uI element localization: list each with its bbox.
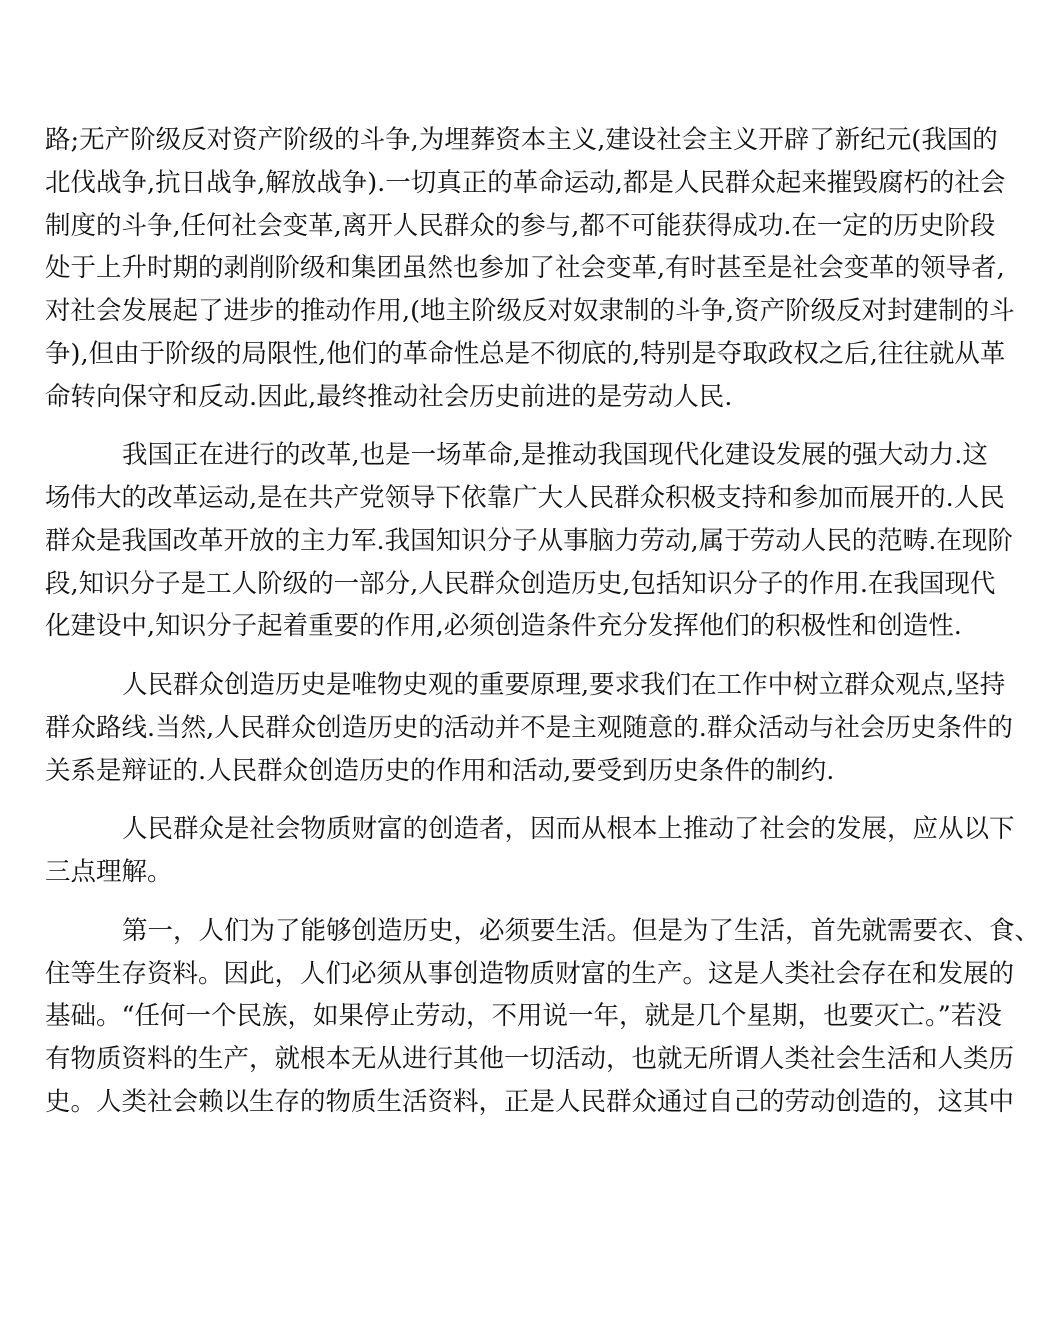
text-line: 人民群众创造历史是唯物史观的重要原理,要求我们在工作中树立群众观点,坚持 — [122, 670, 1006, 700]
text-line: 路;无产阶级反对资产阶级的斗争,为埋葬资本主义,建设社会主义开辟了新纪元(我国的 — [45, 125, 998, 155]
paragraph-1 — [45, 119, 1015, 418]
text-line: 化建设中,知识分子起着重要的作用,必须创造条件充分发挥他们的积极性和创造性. — [45, 611, 962, 642]
paragraph-spacing — [45, 648, 890, 664]
paragraph-3 — [45, 664, 1013, 792]
text-line: 人民群众是社会物质财富的创造者，因而从根本上推动了社会的发展，应从以下 — [122, 814, 1015, 845]
text-line: 场伟大的改革运动,是在共产党领导下依靠广大人民群众积极支持和参加而展开的.人民 — [45, 483, 1005, 513]
text-line: 史。人类社会赖以生存的物质生活资料，正是人民群众通过自己的劳动创造的，这其中 — [45, 1086, 1015, 1117]
text-line: 住等生存资料。因此，人们必须从事创造物质财富的生产。这是人类社会存在和发展的 — [45, 958, 1015, 989]
text-line: 三点理解。 — [45, 857, 173, 887]
paragraph-spacing — [45, 792, 890, 808]
text-line: 第一，人们为了能够创造历史，必须要生活。但是为了生活，首先就需要衣、食、 — [122, 915, 1040, 946]
text-line: 我国正在进行的改革,也是一场革命,是推动我国现代化建设发展的强大动力.这 — [122, 440, 988, 471]
text-line: 北伐战争,抗日战争,解放战争).一切真正的革命运动,都是人民群众起来摧毁腐朽的社会 — [45, 167, 1006, 198]
text-line: 制度的斗争,任何社会变革,离开人民群众的参与,都不可能获得成功.在一定的历史阶段 — [45, 210, 996, 241]
text-line: 关系是辩证的.人民群众创造历史的作用和活动,要受到历史条件的制约. — [45, 755, 835, 786]
text-line: 基础。“任何一个民族，如果停止劳动，不用说一年，就是几个星期，也要灭亡。”若没 — [45, 1001, 1002, 1032]
text-line: 争),但由于阶级的局限性,他们的革命性总是不彻底的,特别是夺取政权之后,往往就从革 — [45, 338, 1006, 369]
text-line: 处于上升时期的剥削阶级和集团虽然也参加了社会变革,有时甚至是社会变革的领导者, — [45, 253, 1005, 284]
text-line: 命转向保守和反动.因此,最终推动社会历史前进的是劳动人民. — [45, 381, 733, 412]
paragraph-spacing — [45, 894, 890, 910]
document-body — [45, 119, 1040, 1124]
text-line: 有物质资料的生产，就根本无从进行其他一切活动，也就无所谓人类社会生活和人类历 — [45, 1044, 1015, 1074]
paragraph-2 — [45, 434, 1013, 648]
paragraph-5 — [45, 910, 1040, 1124]
paragraph-spacing — [45, 418, 890, 434]
text-line: 群众是我国改革开放的主力军.我国知识分子从事脑力劳动,属于劳动人民的范畴.在现阶 — [45, 525, 1013, 556]
text-line: 对社会发展起了进步的推动作用,(地主阶级反对奴隶制的斗争,资产阶级反对封建制的斗 — [45, 296, 1015, 326]
paragraph-4 — [45, 808, 1015, 894]
text-line: 群众路线.当然,人民群众创造历史的活动并不是主观随意的.群众活动与社会历史条件的 — [45, 712, 1013, 743]
text-line: 段,知识分子是工人阶级的一部分,人民群众创造历史,包括知识分子的作用.在我国现代 — [45, 568, 996, 599]
